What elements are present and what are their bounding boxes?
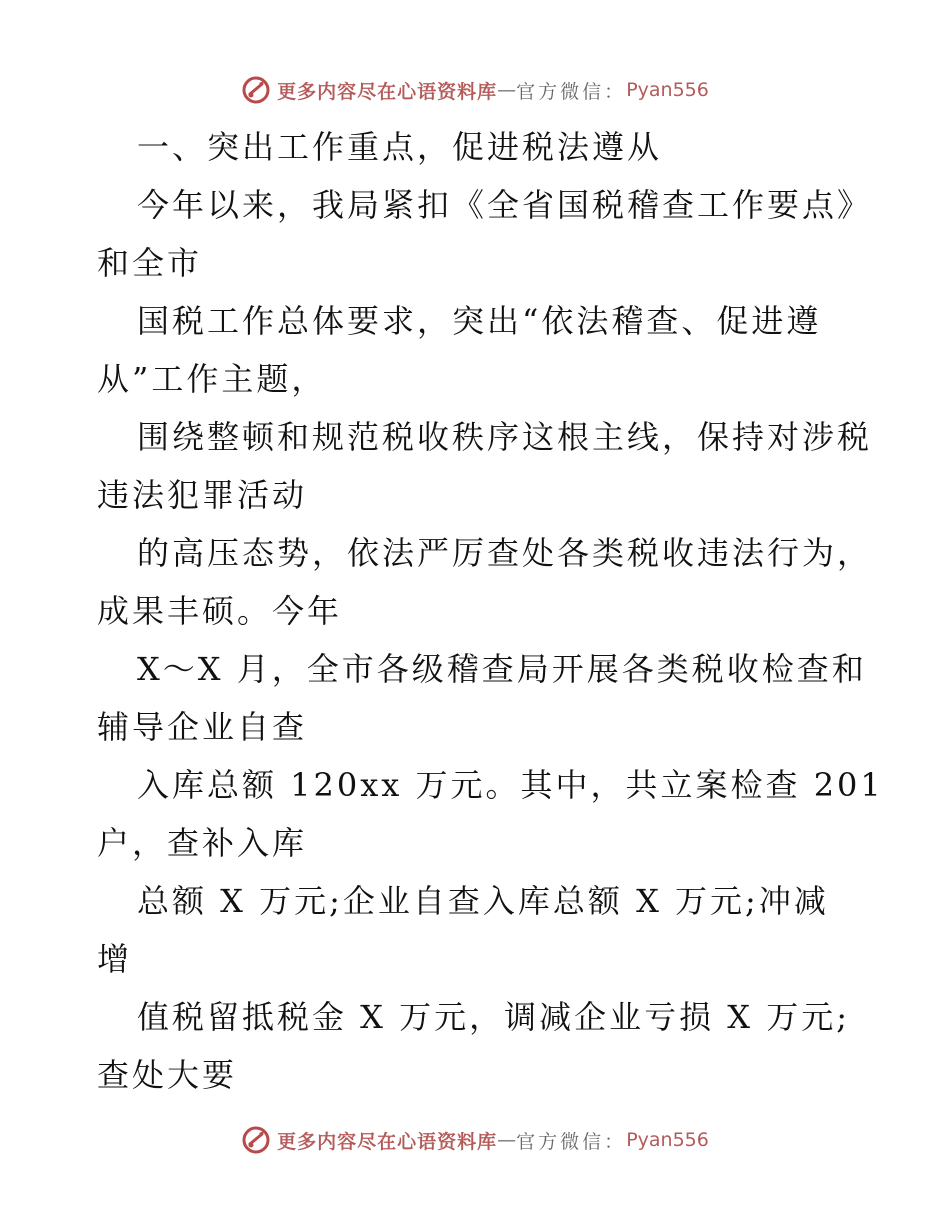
- header-watermark: [0, 72, 950, 108]
- paragraph-line: 成果丰硕。今年: [97, 592, 343, 630]
- watermark-wechat-id: Pyan556: [626, 79, 709, 101]
- paragraph-line: 户，查补入库: [97, 824, 308, 862]
- watermark-official-label: 官方微信：: [516, 1130, 627, 1153]
- library-logo-icon: [241, 75, 271, 105]
- paragraph-line: 国税工作总体要求，突出“依法稽查、促进遵: [137, 302, 822, 340]
- paragraph-line: 查处大要: [97, 1056, 238, 1094]
- paragraph-line: 的高压态势，依法严厉查处各类税收违法行为，: [137, 534, 873, 572]
- paragraph-line: 围绕整顿和规范税收秩序这根主线，保持对涉税: [137, 418, 873, 456]
- watermark-brand: 更多内容尽在心语资料库: [277, 1130, 498, 1153]
- footer-watermark: [0, 1122, 950, 1158]
- section-heading: 一、突出工作重点，促进税法遵从: [137, 128, 663, 166]
- paragraph-line: X～X 月，全市各级稽查局开展各类税收检查和: [137, 650, 867, 688]
- paragraph-line: 入库总额 120xx 万元。其中，共立案检查 201: [137, 766, 884, 804]
- watermark-brand: 更多内容尽在心语资料库: [277, 80, 498, 103]
- library-logo-icon: [241, 1125, 271, 1155]
- watermark-dash: —: [497, 79, 517, 101]
- document-body: [97, 118, 884, 1104]
- paragraph-line: 增: [97, 940, 133, 978]
- paragraph-line: 违法犯罪活动: [97, 476, 308, 514]
- paragraph-line: 今年以来，我局紧扣《全省国税稽查工作要点》: [137, 186, 873, 224]
- watermark-wechat-id: Pyan556: [626, 1129, 709, 1151]
- paragraph-line: 值税留抵税金 X 万元，调减企业亏损 X 万元;: [137, 998, 851, 1036]
- paragraph-line: 从”工作主题，: [97, 360, 327, 398]
- paragraph-line: 辅导企业自查: [97, 708, 308, 746]
- paragraph-line: 和全市: [97, 244, 203, 282]
- watermark-official-label: 官方微信：: [516, 80, 627, 103]
- paragraph-line: 总额 X 万元;企业自查入库总额 X 万元;冲减: [137, 882, 829, 920]
- watermark-dash: —: [497, 1129, 517, 1151]
